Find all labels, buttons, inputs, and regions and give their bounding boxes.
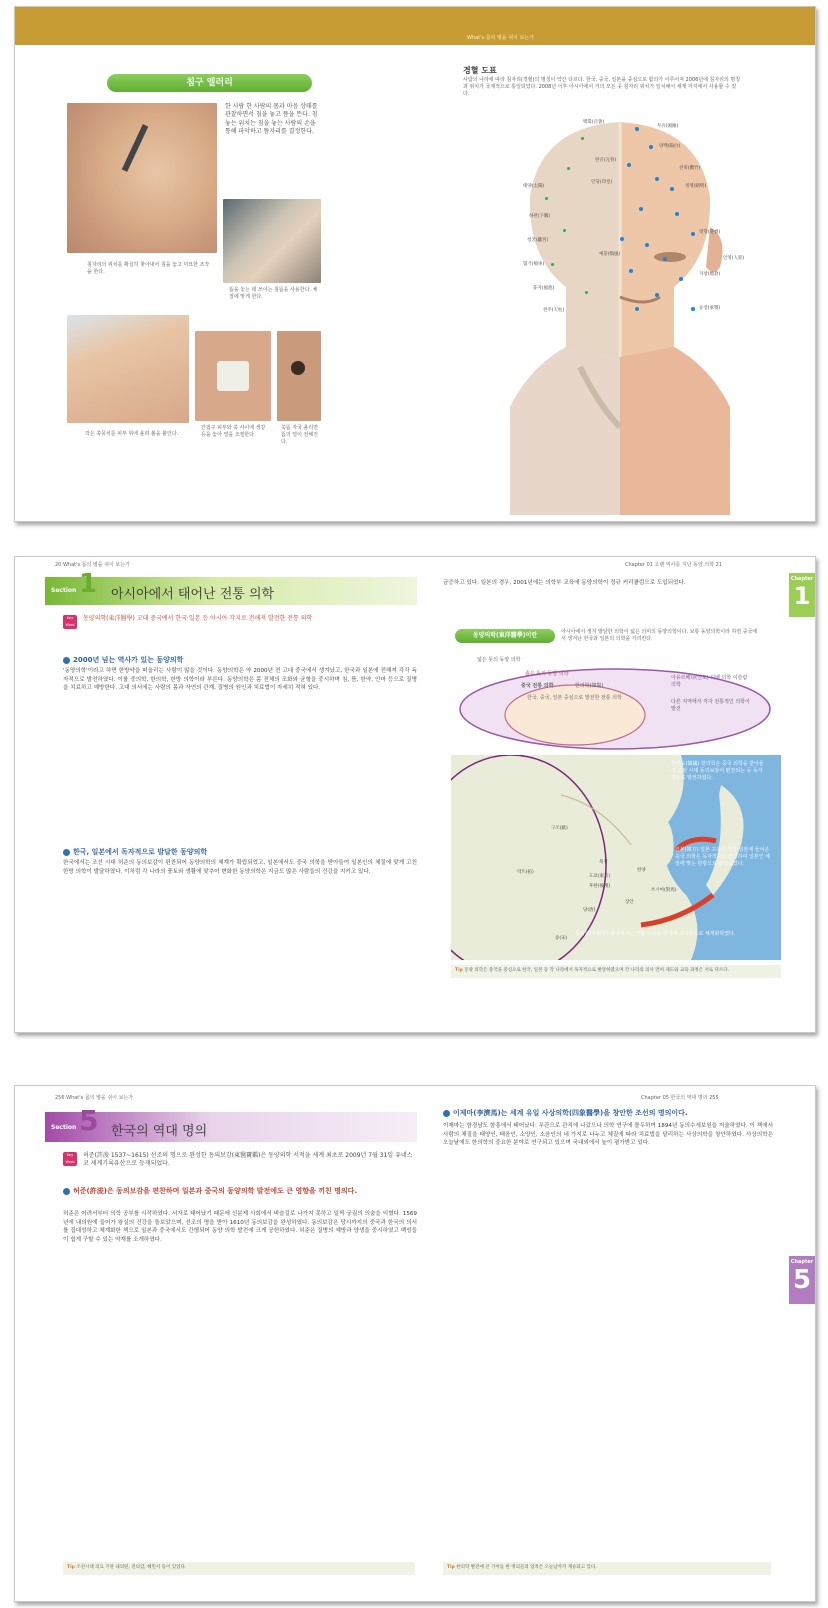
running-header-left: 20 What's 몸의 병을 쉬이 보는가 bbox=[55, 562, 130, 568]
acupoint-dot-side bbox=[551, 263, 554, 266]
tip-badge: Tip bbox=[455, 968, 463, 973]
body-paragraph-2: 이제마는 함경남도 함흥에서 태어났다. 무관으로 관직에 나갔으나 의학 연구에 몰두하여 1894년 동의수세보원을 저술하였다. 이 책에서 사람의 체질을 태양인, 태음인, 소양인, 소음인의 네 가지로 나누고 체질에 따라 치료법을 달리하는 사상의학을 창안하였다. 사상의학은 오늘날에도 한의학의 중요한 분야로 연구되고 있으며 국내외에서 높이 평가받고 있다. bbox=[443, 1123, 773, 1147]
acupoint-dot bbox=[663, 257, 667, 261]
keyword-badge: Key Word bbox=[63, 615, 77, 629]
diagram-korea-label: 한의학(韓醫) bbox=[575, 683, 604, 689]
box-description: 아시아에서 생겨 발달한 의학이 넓은 의미의 동양의학이다. 보통 동양의학이라 하면 중국에서 생겨난 한국과 일본의 의학을 가리킨다. bbox=[561, 629, 758, 642]
acupuncture-intro-text: 한 사람 한 사람의 몸과 마음 상태를 관찰하면서 침을 놓고 뜸을 뜬다. 침놓는 위치는 침을 놓는 사람의 손을 통해 파악하고 뜸자리를 결정한다. bbox=[225, 103, 318, 136]
subheading-1 bbox=[63, 655, 183, 665]
acupoint-label: 풍지(風池) bbox=[533, 286, 555, 291]
subheading-2 bbox=[63, 847, 207, 857]
acupoint-dot bbox=[645, 243, 649, 247]
tip-badge: Tip bbox=[447, 1565, 455, 1570]
diagram-other-label: 아유르베다(인도) 티벳 의학 이슬람 의학 bbox=[671, 675, 748, 688]
top-bar-text: What's 몸의 병을 쉬이 보는가 bbox=[467, 35, 534, 41]
acupoint-dot-side bbox=[567, 167, 570, 170]
acupoint-label: 찬죽(攢竹) bbox=[679, 166, 701, 171]
section-number: 5 bbox=[79, 1104, 99, 1137]
caption-1: 침자리의 위치를 확실히 찾아내어 침을 놓고 미묘한 조작을 한다. bbox=[87, 262, 210, 275]
book-page-acupuncture bbox=[14, 6, 816, 522]
acupoint-label: 완골(完骨) bbox=[595, 158, 617, 163]
map-label: 당(唐) bbox=[583, 908, 596, 913]
acupoint-label: 정명(睛明) bbox=[685, 184, 707, 189]
book-page-asian-medicine bbox=[14, 556, 816, 1033]
keyword-badge: Key Word bbox=[63, 1152, 77, 1166]
acupoint-label: 하관(下關) bbox=[529, 214, 551, 219]
acupoint-label: 백회(百會) bbox=[583, 120, 605, 125]
acupoint-dot bbox=[635, 307, 639, 311]
acupoint-label: 두유(頭維) bbox=[657, 124, 679, 129]
subheading-bullet-icon bbox=[443, 1110, 450, 1117]
photo-moxa-tool bbox=[223, 199, 321, 283]
acupoint-label: 인당(印堂) bbox=[591, 180, 613, 185]
map-label: 쓰시마(對馬) bbox=[651, 888, 677, 893]
map-label: 도쿄(東京) bbox=[589, 874, 611, 879]
body-paragraph-2: 한국에서는 조선 시대 허준의 동의보감이 편찬되어 동양의학의 체계가 확립되었고, 일본에서도 중국 의학을 받아들여 일본인의 체질에 맞게 고친 한방 의학이 발달하였다. 이처럼 각 나라의 풍토와 생활에 맞추어 변화한 동양의학은 지금도 많은 사람들의 건강을 지키고 있다. bbox=[63, 860, 417, 875]
chart-title: 경혈 도표 bbox=[463, 66, 497, 75]
top-right-text: 금증하고 있다. 일본의 경우, 2001년에는 의학부 교육에 동양의학이 정규 커리큘럼으로 도입되었다. bbox=[443, 580, 686, 586]
acupoint-dot-side bbox=[585, 291, 588, 294]
tip-text: 동양 의학은 중국을 중심으로 한국, 일본 등 각 나라에서 독자적으로 발달하였으며 각 나라의 의사 면허 제도와 교육 과정은 서로 다르다. bbox=[464, 968, 730, 973]
acupoint-dot bbox=[670, 187, 674, 191]
box-label: 동양의학(東洋醫學)이란 bbox=[455, 629, 555, 643]
top-color-bar bbox=[15, 7, 815, 45]
section-label: Section bbox=[51, 587, 77, 594]
section-number: 1 bbox=[79, 569, 98, 599]
chart-description: 사람의 나라에 따라 침자리(경혈)의 명칭이 약간 다르다. 한국, 중국, 일본을 중심으로 합의가 이루어져 2006년에 침자리의 명칭과 위치가 국제적으로 통일되었다. 2008년 이후 아시아에서 거의 모든 곳 침자리 위치가 일치해서 세계 각지에서 사용할 수 있다. bbox=[463, 77, 741, 97]
acupoint-label: 예풍(翳風) bbox=[599, 252, 621, 257]
acupoint-dot bbox=[655, 177, 659, 181]
diagram-outer-label: 넓은 뜻의 동양 의학 bbox=[477, 657, 521, 663]
section-label: Section bbox=[51, 1124, 77, 1131]
page-title: 아시아에서 태어난 전통 의학 bbox=[111, 587, 275, 602]
tip-box-right bbox=[443, 1562, 771, 1575]
acupoint-label: 협거(頰車) bbox=[523, 262, 545, 267]
acupoint-dot bbox=[691, 307, 695, 311]
keyword-text: 허준(許浚 1537~1615) 선조의 명으로 완성한 동의보감(東醫寶鑑)은 동양의학 서적을 세계 최초로 2009년 7월 31일 유네스코 세계기록유산으로 등재되었다. bbox=[83, 1152, 413, 1168]
caption-5: 쑥뜸 자국 올리면 뜸의 열이 전해진다. bbox=[281, 425, 318, 445]
tip-badge: Tip bbox=[67, 1565, 75, 1570]
subheading-2-text: 이제마(李濟馬)는 세계 유일 사상의학(四象醫學)을 창안한 조선의 명의이다. bbox=[453, 1109, 688, 1117]
subheading-1 bbox=[63, 1186, 417, 1196]
tip-text-left: 조선시대 의료 기관 내의원, 전의감, 혜민서 등이 있었다. bbox=[76, 1565, 187, 1570]
keyword-text: 동양의학(東洋醫學) 고대 중국에서 한국·일본 등 아시아 각지로 전해져 발전한 전통 의학 bbox=[83, 615, 313, 622]
acupoint-label: 승장(承漿) bbox=[699, 306, 721, 311]
chapter-tab-number: 5 bbox=[792, 1265, 812, 1295]
tip-text-right: 한의학 발전에 큰 기여를 한 명의들의 업적은 오늘날까지 계승되고 있다. bbox=[456, 1565, 597, 1570]
acupoint-dot-side bbox=[563, 229, 566, 232]
acupoint-dot bbox=[620, 237, 624, 241]
acupoint-dot bbox=[639, 207, 643, 211]
map-label: 송(宋) bbox=[555, 936, 568, 941]
acupoint-label: 천주(天柱) bbox=[543, 308, 565, 313]
section-title-pill: 침구 엘러리 bbox=[107, 74, 312, 92]
acupoint-dot bbox=[679, 277, 683, 281]
map-label: 북경 bbox=[599, 860, 608, 865]
acupoint-dot bbox=[649, 145, 653, 149]
acupoint-dot-side bbox=[545, 197, 548, 200]
subheading-2 bbox=[443, 1108, 773, 1118]
chapter-tab-label: Chapter bbox=[790, 1259, 814, 1265]
section-banner bbox=[45, 1112, 417, 1142]
subheading-bullet-icon bbox=[63, 657, 70, 664]
page-title: 한국의 역대 명의 bbox=[111, 1124, 208, 1139]
acupoint-label: 지창(地倉) bbox=[699, 272, 721, 277]
acupoint-dot bbox=[655, 293, 659, 297]
photo-moxa-skin bbox=[67, 315, 189, 423]
map-label: 탁트(拓) bbox=[517, 870, 534, 875]
tip-box-left bbox=[63, 1562, 415, 1575]
subheading-bullet-icon bbox=[63, 1188, 70, 1195]
head-acupoint-illustration bbox=[470, 107, 770, 515]
map-note-top: 한반도(韓國) 한의학은 중국 의학을 받아들여 조선 시대 동의보감이 편찬되는 등 독자적으로 발전하였다. bbox=[671, 761, 764, 781]
acupoint-dot bbox=[691, 232, 695, 236]
photo-moxa-mark bbox=[277, 331, 321, 421]
photo-needle-hand bbox=[67, 103, 217, 253]
map-label: 구조(歐) bbox=[551, 826, 568, 831]
running-header-left: 256 What's 몸의 병을 쉬이 보는가 bbox=[55, 1095, 134, 1101]
chapter-tab bbox=[789, 573, 815, 617]
diagram-core-desc: 한국, 중국, 일본 중심으로 발전한 전통 의학 bbox=[527, 695, 622, 701]
acupoint-dot bbox=[629, 269, 633, 273]
map-label: 후한(後漢) bbox=[589, 884, 611, 889]
acupoint-dot bbox=[675, 212, 679, 216]
map-note-bottom: 중의학(中醫學) 중국에서는 전통 의학을 현대에 중의학으로 체계화하였다. bbox=[575, 931, 736, 937]
acupoint-dot bbox=[635, 127, 639, 131]
photo-indirect-moxa bbox=[195, 331, 271, 421]
caption-3: 작은 쑥뭉치를 피부 위에 올려 불을 붙인다. bbox=[85, 431, 179, 437]
acupoint-label: 영향(迎香) bbox=[699, 230, 721, 235]
caption-2: 뜸을 놓는 데 쓰이는 침뜸을 사용한다. 체질에 맞게 한다. bbox=[229, 287, 318, 300]
diagram-inner-label: 좁은 뜻의 동양 의학 bbox=[525, 671, 569, 677]
caption-4: 간접구 피부와 쑥 사이에 생강 등을 놓아 열을 조절한다. bbox=[201, 425, 266, 438]
acupoint-label: 양백(陽白) bbox=[659, 144, 681, 149]
acupoint-label: 청궁(聽宮) bbox=[527, 238, 549, 243]
acupoint-label: 인영(人迎) bbox=[723, 256, 745, 261]
acupoint-dot-side bbox=[581, 137, 584, 140]
chapter-tab-label: Chapter bbox=[790, 576, 814, 582]
acupoint-label: 태양(太陽) bbox=[523, 184, 545, 189]
subheading-1-text: 허준(許浚)은 동의보감을 편찬하며 일본과 중국의 동양의학 발전에도 큰 영향을 끼친 명의다. bbox=[73, 1187, 358, 1195]
chapter-tab bbox=[789, 1256, 815, 1304]
diagram-other-desc: 다른 지역에서 각자 전통적인 의학이 발전 bbox=[671, 699, 750, 712]
body-paragraph-1: 허준은 어려서부터 의학 공부를 시작하였다. 서자로 태어났기 때문에 신분제 사회에서 벼슬길로 나가지 못하고 일찍 궁궐의 의술을 익혔다. 1569년에 내의원에 들어가 왕실의 건강을 돌보았으며, 선조의 명을 받아 1610년 동의보감을 완성하였다. 동의보감은 당시까지의 중국과 한국의 의서를 집대성하고 체계화한 책으로 일본과 중국에서도 간행되어 동양 의학 발전에 크게 공헌하였다. 허준은 질병의 예방과 양생을 중시하였고 백성들이 쉽게 구할 수 있는 약재를 소개하였다. bbox=[63, 1211, 417, 1244]
acupoint-dot bbox=[627, 163, 631, 167]
book-page-korean-doctors bbox=[14, 1085, 816, 1602]
map-note-mid: 일본(韓方) 일본 고유의 한방 일본에 들어온 중국 의학은 독자적으로 발달하여 일본인 체질에 맞는 한방으로 완성되었다. bbox=[675, 847, 770, 867]
running-header-right: Chapter 05 한국의 역대 명의 255 bbox=[641, 1095, 719, 1101]
subheading-1-text: 2000년 넘는 역사가 있는 동양의학 bbox=[73, 656, 184, 664]
subheading-2-text: 한국, 일본에서 독자적으로 발달한 동양의학 bbox=[73, 848, 208, 856]
subheading-bullet-icon bbox=[63, 849, 70, 856]
tip-box bbox=[451, 965, 781, 978]
map-label: 한양 bbox=[637, 868, 646, 873]
diagram-core-label: 중국 전통 의학 bbox=[521, 683, 554, 689]
body-paragraph-1: '동양의학'이라고 하면 한방약을 떠올리는 사람이 많을 것이다. 동양의학은 약 2000년 전 고대 중국에서 생겨났고, 한국과 일본에 전해져 각각 독자적으로 발전하였다. 이를 중의학, 한의학, 한방 의학이라 부른다. 동양의학은 몸 전체의 조화와 균형을 중시하며 침, 뜸, 한약, 안마 등으로 질병을 치료하고 예방한다. 고대 의서에는 사람의 몸과 자연의 관계, 질병의 원인과 치료법이 자세히 적혀 있다. bbox=[63, 668, 417, 692]
running-header-right: Chapter 01 오랜 역사를 지닌 동양 의학 21 bbox=[625, 562, 722, 568]
map-label: 장안 bbox=[625, 900, 634, 905]
chapter-tab-number: 1 bbox=[793, 582, 811, 610]
